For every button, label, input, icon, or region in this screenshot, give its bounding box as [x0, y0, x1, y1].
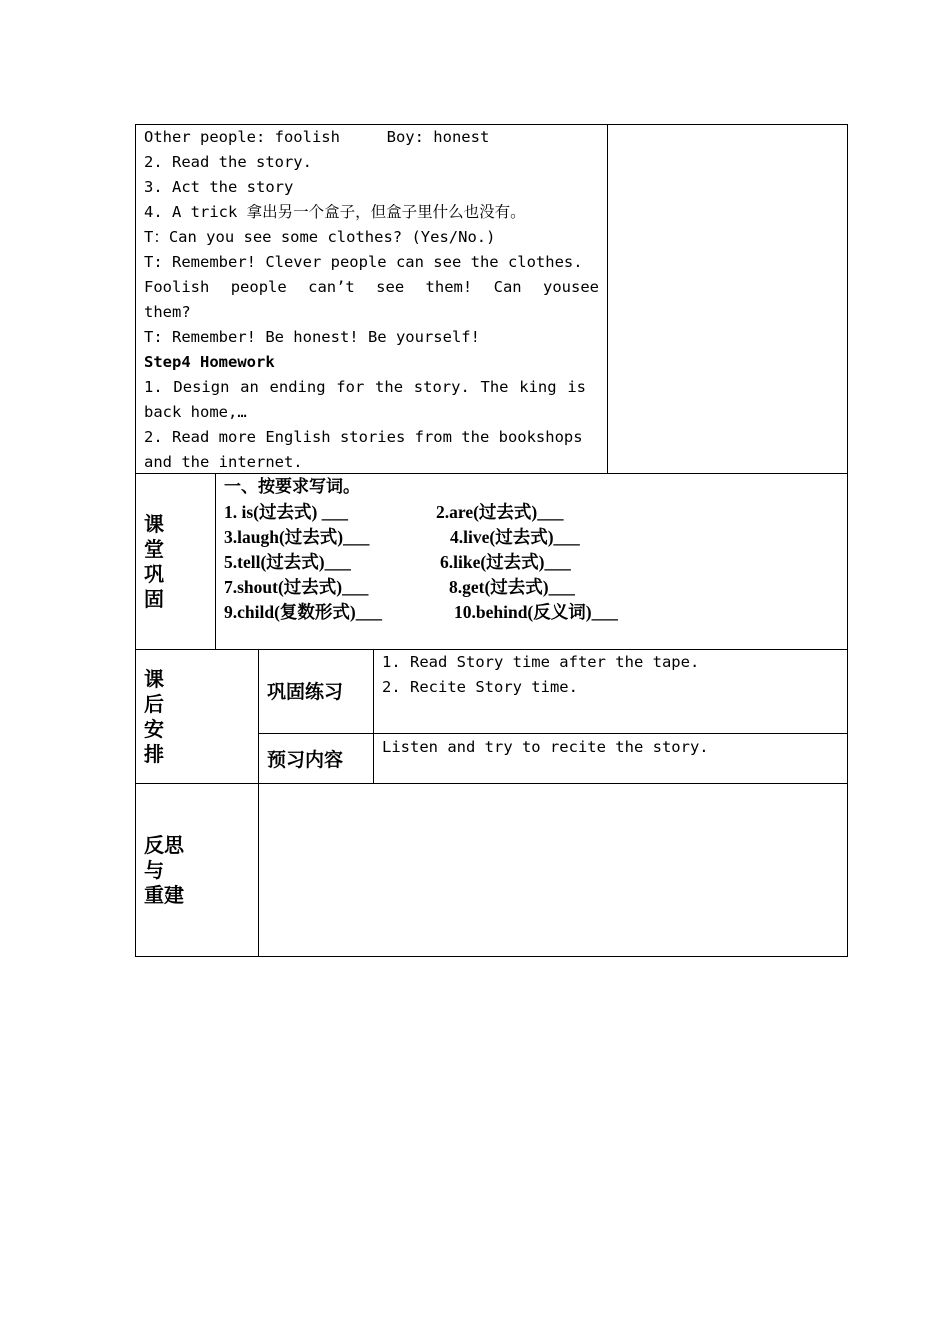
label-char: 堂 — [144, 537, 164, 561]
label-line: 与 — [144, 858, 164, 882]
text-line: and the internet. — [144, 453, 303, 471]
practice-item: 2. Recite Story time. — [382, 678, 578, 696]
text-line: 2. Read the story. — [144, 153, 312, 171]
row-divider — [258, 733, 848, 734]
column-divider — [373, 649, 374, 784]
text-line: back home,… — [144, 403, 247, 421]
text-line: Foolish people can’t see them! Can yousee — [144, 278, 599, 296]
exercise-item: 8.get(过去式)___ — [449, 577, 575, 597]
practice-item: 1. Read Story time after the tape. — [382, 653, 700, 671]
text-line: 4. A trick 拿出另一个盒子，但盒子里什么也没有。 — [144, 203, 526, 221]
preview-label: 预习内容 — [267, 749, 344, 771]
table-border-left — [135, 124, 136, 957]
reflection-label — [144, 833, 224, 908]
consolidation-label — [144, 512, 174, 612]
table-border-bottom — [135, 956, 848, 957]
exercise-item: 1. is(过去式) ___ — [224, 502, 348, 522]
label-char: 课 — [144, 667, 164, 691]
label-line: 反思 — [144, 833, 184, 857]
label-line: 重建 — [144, 883, 184, 907]
exercise-heading: 一、按要求写词。 — [224, 477, 360, 497]
text-line: 3. Act the story — [144, 178, 294, 196]
exercise-item: 2.are(过去式)___ — [436, 502, 564, 522]
lesson-plan-table — [135, 124, 848, 957]
label-char: 课 — [144, 512, 164, 536]
column-divider — [607, 124, 608, 474]
homework-heading: Step4 Homework — [144, 353, 275, 371]
label-char: 后 — [144, 692, 164, 716]
label-char: 固 — [144, 587, 164, 611]
label-char: 安 — [144, 717, 164, 741]
exercise-item: 9.child(复数形式)___ — [224, 602, 382, 622]
exercise-item: 10.behind(反义词)___ — [454, 602, 618, 622]
exercise-item: 4.live(过去式)___ — [450, 527, 580, 547]
text-line: T：Can you see some clothes? (Yes/No.) — [144, 228, 496, 246]
exercise-item: 3.laugh(过去式)___ — [224, 527, 370, 547]
text-line: Other people: foolish Boy: honest — [144, 128, 490, 146]
text-line: T: Remember! Be honest! Be yourself! — [144, 328, 480, 346]
lesson-steps-cell — [144, 125, 599, 473]
practice-label: 巩固练习 — [267, 681, 344, 703]
label-char: 巩 — [144, 562, 164, 586]
text-line: 2. Read more English stories from the bookshops — [144, 428, 583, 446]
after-class-label — [144, 667, 174, 767]
table-border-right — [847, 124, 848, 957]
reflection-content-cell[interactable] — [259, 784, 847, 956]
exercise-item: 6.like(过去式)___ — [440, 552, 571, 572]
preview-text: Listen and try to recite the story. — [382, 738, 709, 756]
text-line: 1. Design an ending for the story. The king is — [144, 378, 586, 396]
exercise-item: 7.shout(过去式)___ — [224, 577, 369, 597]
column-divider — [215, 473, 216, 650]
label-char: 排 — [144, 742, 164, 766]
text-line: them? — [144, 303, 191, 321]
exercise-item: 5.tell(过去式)___ — [224, 552, 351, 572]
text-line: T: Remember! Clever people can see the clothes. — [144, 253, 583, 271]
